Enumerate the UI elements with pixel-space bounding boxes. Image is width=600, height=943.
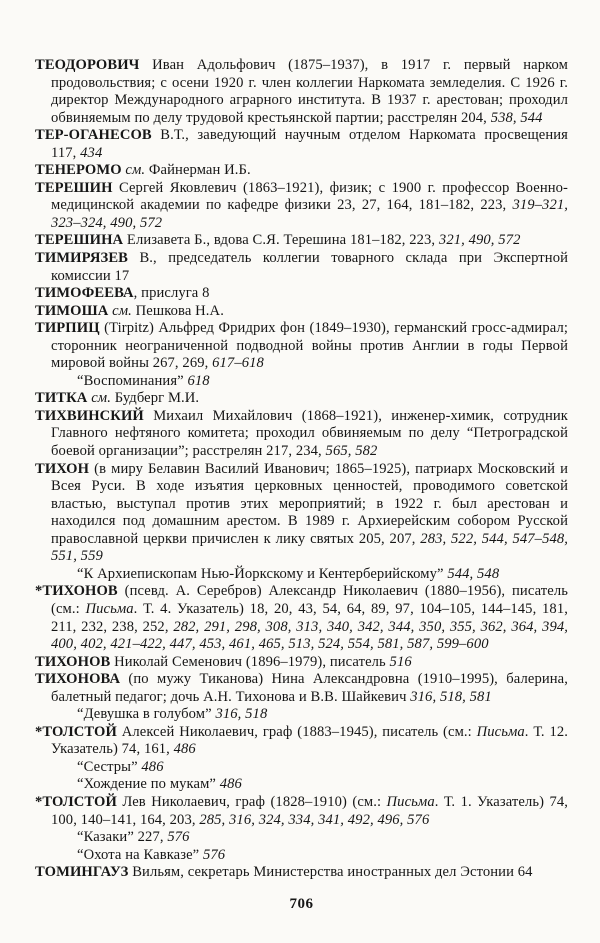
- entry-text: Алексей Николаевич, граф (1883–1945), писатель (см.:: [116, 723, 477, 740]
- entry-italic-text: 321, 490, 572: [438, 232, 521, 249]
- index-entries: [35, 57, 568, 882]
- entry-text: (Tirpitz) Альфред Фридрих фон (1849–1930), германский гросс-адмирал; сторонник неограниченной подводной войны против Англии в годы Первой мировой войны 267, 269,: [51, 320, 568, 372]
- entry-text: “Охота на Кавказе”: [77, 846, 204, 863]
- entry-text: Вильям, секретарь Министерства иностранных дел Эстонии 64: [128, 864, 533, 881]
- entry-text: . Т. 1. Указатель) 74, 100, 140–141, 164, 203,: [51, 793, 568, 828]
- entry-headword: ТИХОНОВ: [35, 653, 111, 670]
- entry-text: “Воспоминания”: [77, 372, 188, 389]
- entry-text: “Казаки” 227,: [77, 829, 168, 846]
- index-subentry: [35, 373, 568, 391]
- entry-headword: *ТОЛСТОЙ: [35, 723, 117, 740]
- entry-italic-text: 565, 582: [325, 443, 378, 460]
- entry-italic-text: 486: [219, 776, 242, 793]
- entry-italic-text: 283, 522, 544, 547–548, 551, 559: [51, 530, 569, 565]
- entry-text: В.Т., заведующий научным отделом Наркомата просвещения 117,: [51, 127, 568, 161]
- index-entry: [35, 127, 568, 162]
- index-entry: [35, 390, 568, 408]
- entry-headword: ТИРПИЦ: [35, 320, 100, 337]
- entry-italic-text: 576: [167, 829, 190, 846]
- entry-italic-text: Письма: [386, 793, 435, 810]
- entry-headword: ТОМИНГАУЗ: [35, 864, 129, 881]
- entry-headword: ТИТКА: [35, 390, 88, 407]
- entry-italic-text: 282, 291, 298, 308, 313, 340, 342, 344, 350, 355, 362, 364, 394, 400, 402, 421–422, 447, 453, 461, 465, 513, 524, 554, 581, 587, 599–600: [51, 618, 568, 653]
- index-subentry: [35, 829, 568, 847]
- entry-text: Михаил Михайлович (1868–1921), инженер-химик, сотрудник Главного нефтяного комитета; проходил обвиняемым по делу “Петроградской боевой организации”; расстрелян 217, 234,: [51, 407, 568, 460]
- page-number: 706: [289, 895, 314, 912]
- entry-text: Елизавета Б., вдова С.Я. Терешина 181–182, 223,: [123, 232, 439, 249]
- entry-text: (псевд. А. Серебров) Александр Николаевич (1880–1956), писатель (см.:: [51, 583, 568, 617]
- entry-text: (в миру Белавин Василий Иванович; 1865–1925), патриарх Московский и Всея Руси. В ходе изъятия церковных ценностей, проводимого советской властью, выступал против этих мероприятий; в 1922 г. был арестован и находился под домашним арестом. В 1989 г. Архиерейским собором Русской православной церкви причислен к лику святых 205, 207,: [51, 460, 568, 547]
- entry-headword: ТЕОДОРОВИЧ: [35, 57, 140, 73]
- entry-italic-text: см.: [125, 162, 146, 179]
- index-entry: [35, 408, 568, 461]
- index-entry: [35, 285, 568, 303]
- entry-text: Сергей Яковлевич (1863–1921), физик; с 1900 г. профессор Военно-медицинской академии по кафедре физики 23, 27, 164, 181–182, 223,: [51, 179, 568, 214]
- entry-headword: ТЕРЕШИНА: [35, 232, 124, 249]
- index-entry: [35, 180, 568, 233]
- entry-text: . Т. 4. Указатель) 18, 20, 43, 54, 64, 89, 97, 104–105, 144–145, 181, 211, 232, 238, 252,: [51, 600, 568, 635]
- index-entry: [35, 232, 568, 250]
- entry-headword: ТИМОША: [35, 302, 109, 319]
- entry-text: Лев Николаевич, граф (1828–1910) (см.:: [116, 793, 387, 810]
- index-entry: [35, 654, 568, 672]
- entry-headword: ТИХОН: [35, 460, 90, 477]
- index-entry: [35, 794, 568, 829]
- entry-italic-text: 516: [389, 653, 412, 670]
- entry-headword: ТИМИРЯЗЕВ: [35, 250, 129, 267]
- entry-italic-text: 319–321, 323–324, 490, 572: [51, 197, 568, 231]
- index-entry: [35, 250, 568, 285]
- index-subentry: [35, 706, 568, 724]
- entry-headword: ТИМОФЕЕВА: [35, 285, 134, 302]
- index-subentry: [35, 566, 568, 584]
- entry-italic-text: 617–618: [212, 355, 264, 372]
- entry-headword: *ТОЛСТОЙ: [35, 793, 117, 810]
- entry-italic-text: 544, 548: [447, 565, 500, 582]
- entry-text: “Хождение по мукам”: [77, 776, 220, 793]
- index-entry: [35, 671, 568, 706]
- entry-italic-text: 285, 316, 324, 334, 341, 492, 496, 576: [199, 811, 430, 828]
- entry-headword: ТИХОНОВА: [35, 671, 121, 688]
- entry-text: Иван Адольфович (1875–1937), в 1917 г. первый нарком продовольствия; с осени 1920 г. член коллегии Наркомата земледелия. С 1926 г. директор Международного аграрного института. В 1937 г. арестован; проходил обвиняемым по делу трудовой крестьянской партии; расстрелян 204,: [51, 57, 568, 126]
- entry-text: . Т. 12. Указатель) 74, 161,: [51, 723, 568, 758]
- entry-italic-text: 618: [187, 372, 210, 389]
- entry-text: Будберг М.И.: [110, 390, 200, 407]
- entry-headword: ТИХВИНСКИЙ: [35, 407, 144, 424]
- entry-text: Николай Семенович (1896–1979), писатель: [110, 653, 390, 670]
- entry-headword: ТЕНЕРОМО: [35, 162, 122, 179]
- index-entry: [35, 461, 568, 566]
- index-subentry: [35, 776, 568, 794]
- index-entry: [35, 57, 568, 127]
- entry-italic-text: Письма: [476, 723, 525, 740]
- entry-italic-text: 434: [80, 144, 103, 161]
- index-subentry: [35, 847, 568, 865]
- entry-text: “К Архиепископам Нью-Йоркскому и Кентерберийскому”: [77, 565, 448, 582]
- entry-text: “Сестры”: [77, 758, 142, 775]
- entry-italic-text: 576: [203, 846, 226, 863]
- entry-text: , прислуга 8: [133, 285, 210, 302]
- entry-italic-text: 316, 518: [215, 706, 268, 723]
- entry-italic-text: 538, 544: [490, 109, 543, 126]
- entry-italic-text: см.: [112, 302, 132, 319]
- entry-headword: ТЕРЕШИН: [35, 179, 113, 196]
- entry-italic-text: 316, 518, 581: [410, 688, 492, 705]
- entry-italic-text: Письма: [85, 600, 134, 617]
- entry-headword: ТЕР-ОГАНЕСОВ: [35, 127, 152, 144]
- entry-italic-text: 486: [173, 741, 196, 758]
- entry-italic-text: см.: [91, 390, 111, 407]
- entry-italic-text: 486: [141, 758, 164, 775]
- entry-text: В., председатель коллегии товарного склада при Экспертной комиссии 17: [51, 250, 568, 284]
- index-subentry: [35, 759, 568, 777]
- entry-text: Файнерман И.Б.: [145, 162, 251, 179]
- index-entry: [35, 864, 568, 882]
- entry-headword: *ТИХОНОВ: [35, 583, 118, 600]
- index-entry: [35, 583, 568, 653]
- index-entry: [35, 162, 568, 180]
- index-entry: [35, 724, 568, 759]
- entry-text: (по мужу Тиканова) Нина Александровна (1910–1995), балерина, балетный педагог; дочь А.Н. Тихонова и В.В. Шайкевич: [51, 671, 568, 705]
- index-entry: [35, 320, 568, 373]
- index-entry: [35, 303, 568, 321]
- entry-text: Пешкова Н.А.: [131, 302, 224, 319]
- entry-text: “Девушка в голубом”: [77, 706, 216, 723]
